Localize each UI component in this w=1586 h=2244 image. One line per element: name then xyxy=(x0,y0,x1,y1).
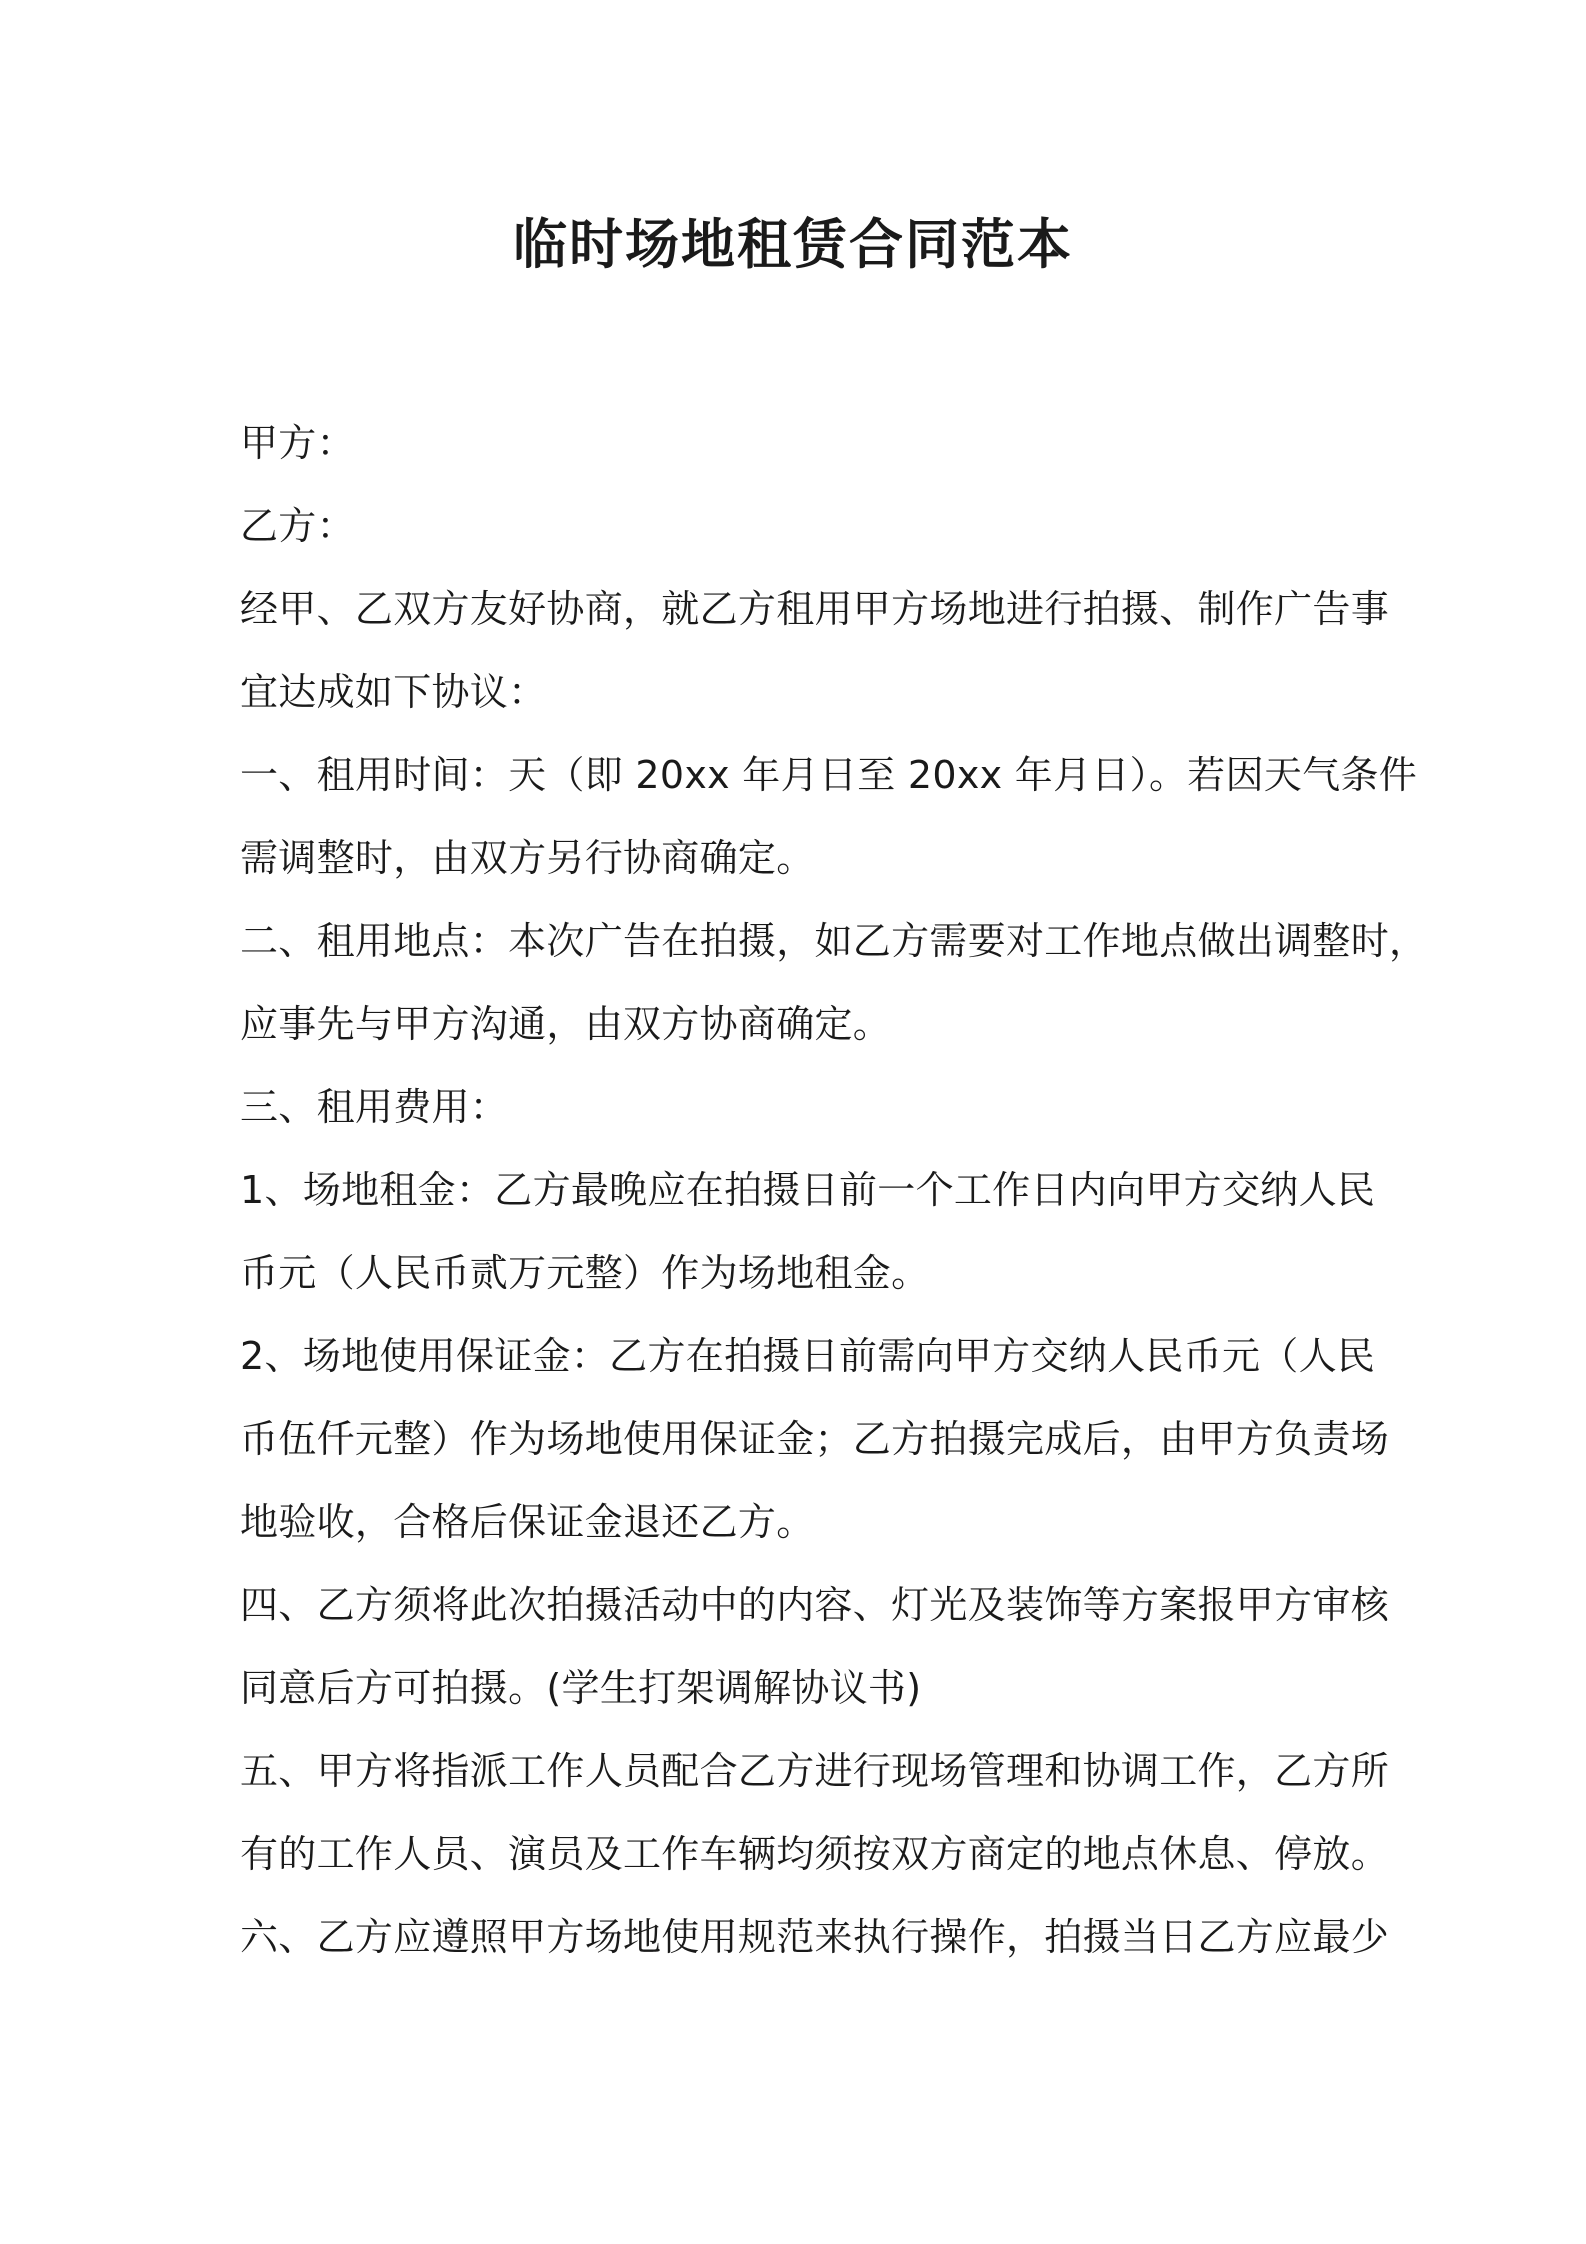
clause-3-item-2-line-1: 2、场地使用保证金：乙方在拍摄日前需向甲方交纳人民币元（人民 xyxy=(240,1334,1376,1378)
clause-3-item-1-line-2: 币元（人民币贰万元整）作为场地租金。 xyxy=(240,1251,930,1295)
party-b-line: 乙方： xyxy=(240,504,355,548)
clause-4-line-1: 四、乙方须将此次拍摄活动中的内容、灯光及装饰等方案报甲方审核 xyxy=(240,1583,1390,1627)
clause-2-line-1: 二、租用地点：本次广告在拍摄，如乙方需要对工作地点做出调整时， xyxy=(240,919,1428,963)
clause-3-item-2-line-2: 币伍仟元整）作为场地使用保证金；乙方拍摄完成后，由甲方负责场 xyxy=(240,1417,1390,1461)
clause-6-line-1: 六、乙方应遵照甲方场地使用规范来执行操作，拍摄当日乙方应最少 xyxy=(240,1915,1390,1959)
party-a-line: 甲方： xyxy=(240,421,355,465)
clause-2-line-2: 应事先与甲方沟通，由双方协商确定。 xyxy=(240,1002,892,1046)
clause-1-line-1: 一、租用时间：天（即 20xx 年月日至 20xx 年月日）。若因天气条件 xyxy=(240,753,1418,797)
intro-paragraph-line-2: 宜达成如下协议： xyxy=(240,670,547,714)
document-body xyxy=(240,402,1428,1979)
document-title: 临时场地租赁合同范本 xyxy=(513,213,1073,276)
clause-5-line-1: 五、甲方将指派工作人员配合乙方进行现场管理和协调工作，乙方所 xyxy=(240,1749,1390,1793)
intro-paragraph-line-1: 经甲、乙双方友好协商，就乙方租用甲方场地进行拍摄、制作广告事 xyxy=(240,587,1390,631)
clause-5-line-2: 有的工作人员、演员及工作车辆均须按双方商定的地点休息、停放。 xyxy=(240,1832,1390,1876)
clause-3-item-2-line-3: 地验收，合格后保证金退还乙方。 xyxy=(240,1500,815,1544)
clause-3-heading: 三、租用费用： xyxy=(240,1085,509,1129)
clause-4-line-2: 同意后方可拍摄。(学生打架调解协议书) xyxy=(240,1666,922,1710)
clause-1-line-2: 需调整时，由双方另行协商确定。 xyxy=(240,836,815,880)
clause-3-item-1-line-1: 1、场地租金：乙方最晚应在拍摄日前一个工作日内向甲方交纳人民 xyxy=(240,1168,1376,1212)
